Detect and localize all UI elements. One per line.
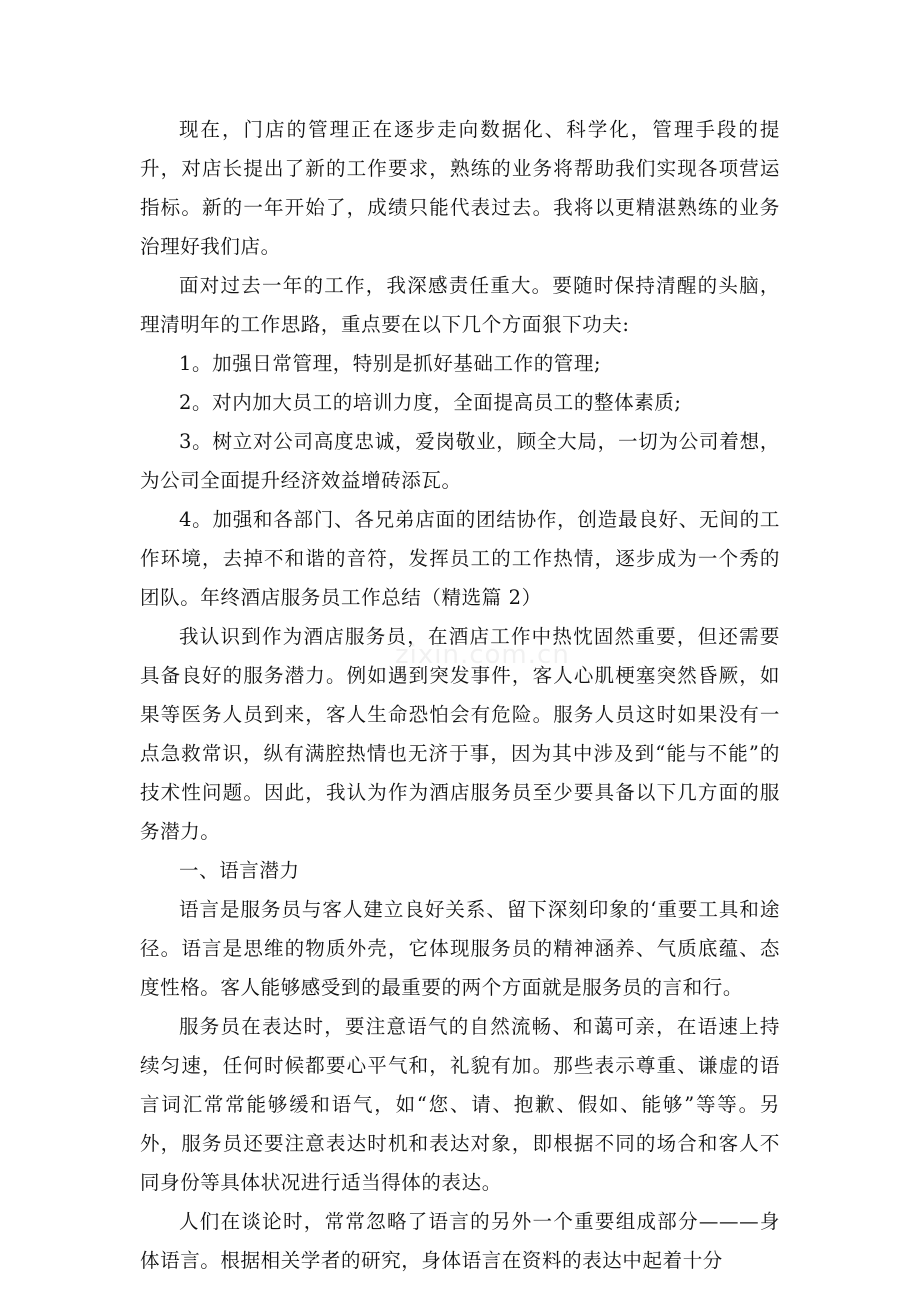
paragraph-body-language: 人们在谈论时，常常忽略了语言的另外一个重要组成部分———身体语言。根据相关学者的研究，身体语言在资料的表达中起着十分 xyxy=(140,1210,780,1272)
paragraph-responsibility: 面对过去一年的工作，我深感责任重大。要随时保持清醒的头脑，理清明年的工作思路，重点要在以下几个方面狠下功夫: xyxy=(140,274,780,336)
paragraph-expression: 服务员在表达时，要注意语气的自然流畅、和蔼可亲，在语速上持续匀速，任何时候都要心平气和，礼貌有加。那些表示尊重、谦虚的语言词汇常常能够缓和语气，如“您、请、抱歉、假如、能够”等等。另外，服务员还要注意表达时机和表达对象，即根据不同的场合和客人不同身份等具体状况进行适当得体的表达。 xyxy=(140,1015,780,1194)
list-item-2: 2。对内加大员工的培训力度，全面提高员工的整体素质; xyxy=(179,391,682,414)
document-body xyxy=(140,110,780,1280)
paragraph-store-management: 现在，门店的管理正在逐步走向数据化、科学化，管理手段的提升，对店长提出了新的工作要求，熟练的业务将帮助我们实现各项营运指标。新的一年开始了，成绩只能代表过去。我将以更精湛熟练的业务治理好我们店。 xyxy=(140,118,780,258)
list-item-3: 3。树立对公司高度忠诚，爱岗敬业，顾全大局，一切为公司着想，为公司全面提升经济效益增砖添瓦。 xyxy=(140,430,780,492)
paragraph-service-ability: 我认识到作为酒店服务员，在酒店工作中热忱固然重要，但还需要具备良好的服务潜力。例如遇到突发事件，客人心肌梗塞突然昏厥，如果等医务人员到来，客人生命恐怕会有危险。服务人员这时如果没有一点急救常识，纵有满腔热情也无济于事，因为其中涉及到“能与不能”的技术性问题。因此，我认为作为酒店服务员至少要具备以下几方面的服务潜力。 xyxy=(140,625,780,843)
paragraph-language-tool: 语言是服务员与客人建立良好关系、留下深刻印象的‘重要工具和途径。语言是思维的物质外壳，它体现服务员的精神涵养、气质底蕴、态度性格。客人能够感受到的最重要的两个方面就是服务员的言和行。 xyxy=(140,898,780,999)
watermark: zixin.com.cn xyxy=(395,640,570,670)
list-item-4: 4。加强和各部门、各兄弟店面的团结协作，创造最良好、无间的工作环境，去掉不和谐的音符，发挥员工的工作热情，逐步成为一个秀的团队。年终酒店服务员工作总结（精选篇 2） xyxy=(140,508,780,609)
section-heading-language: 一、语言潜力 xyxy=(179,859,300,882)
list-item-1: 1。加强日常管理，特别是抓好基础工作的管理; xyxy=(179,352,602,375)
